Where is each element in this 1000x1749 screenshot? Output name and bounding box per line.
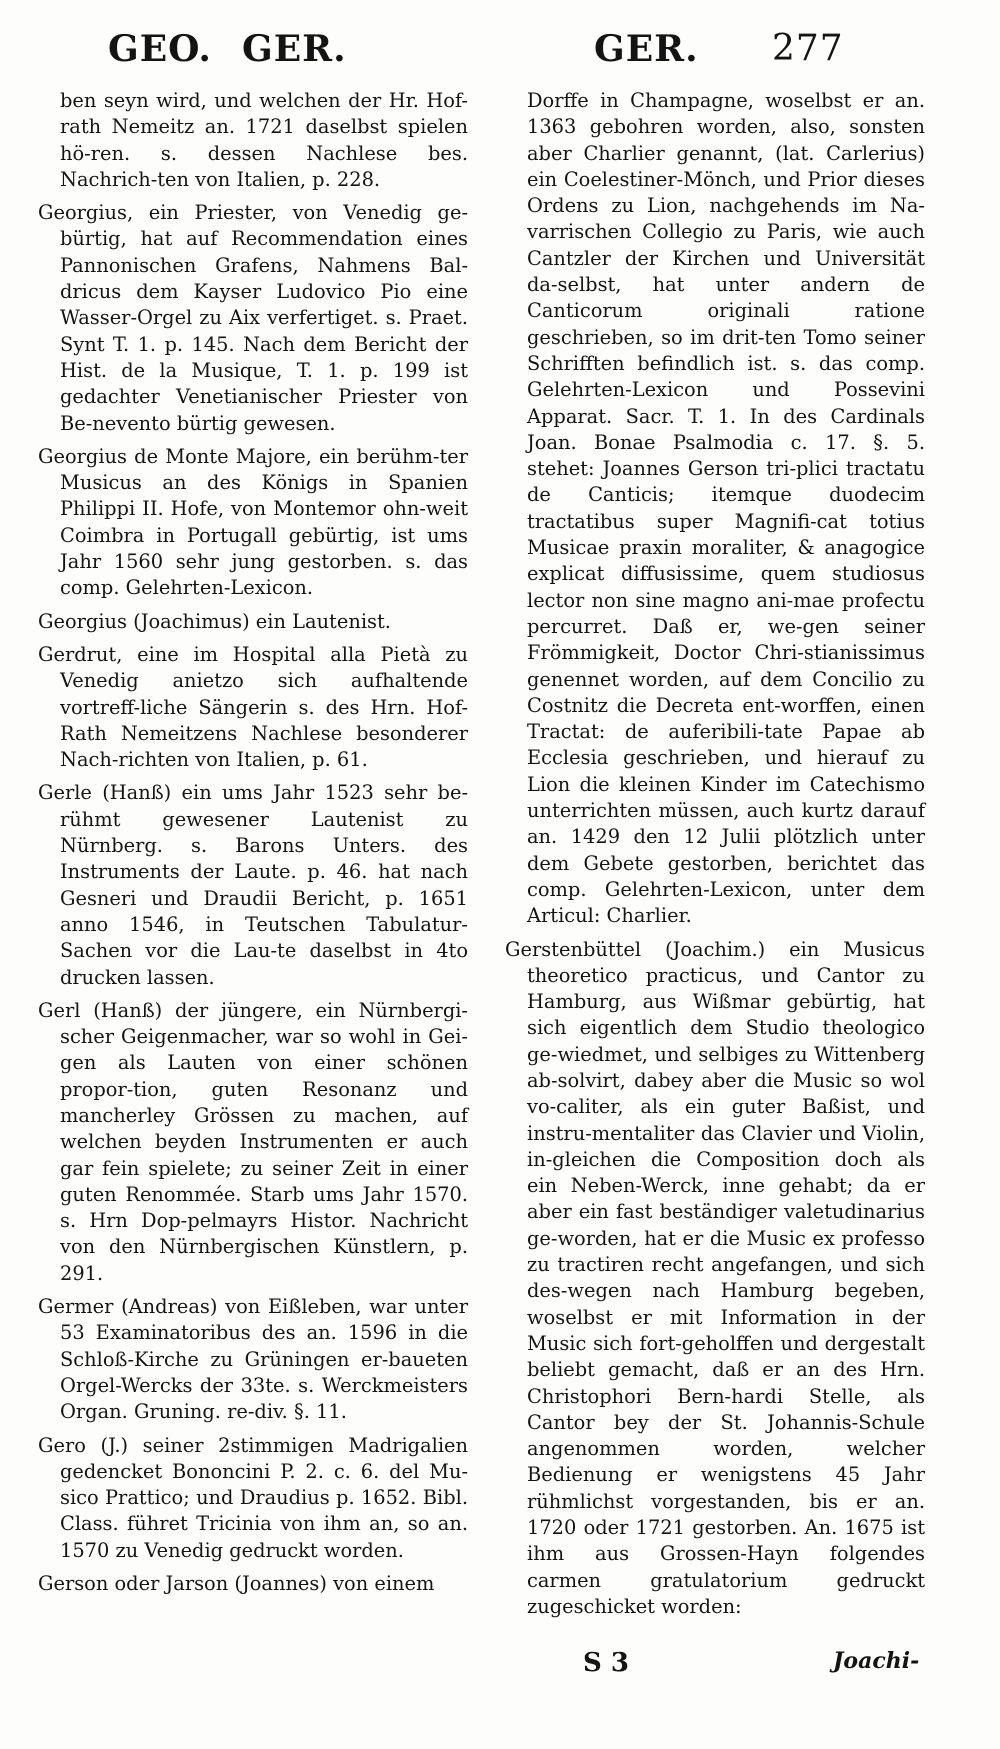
entry-germer: Germer (Andreas) von Eißleben, war unter 53 Examinatoribus des an. 1596 in die Schloß-Kirche zu Grüningen er-baueten Orgel-Wercks der 33te. s. Werckmeisters Organ. Gruning. re-div. §. 11. (38, 1295, 468, 1424)
entry-gerdrut: Gerdrut, eine im Hospital alla Pietà zu Venedig anietzo sich aufhaltende vortreff-liche Sängerin s. des Hrn. Hof-Rath Nemeitzens Nachlese besonderer Nach-richten von Italien, p. 61. (38, 642, 468, 772)
left-heading-2: GER. (242, 28, 347, 70)
entry-gerle: Gerle (Hanß) ein ums Jahr 1523 sehr be-rühmt gewesener Lautenist zu Nürnberg. s. Barons Unters. des Instruments der Laute. p. 46. hat nach Gesneri und Draudii Bericht, p. 1651 anno 1546, in Teutschen Tabulatur-Sachen vor die Lau-te daselbst in 4to drucken lassen. (38, 781, 468, 989)
left-column (38, 88, 468, 1597)
catchword: Joachi- (833, 1648, 920, 1674)
entry-gerl: Gerl (Hanß) der jüngere, ein Nürnbergi-scher Geigenmacher, war so wohl in Gei-gen als Lauten von einer schönen propor-tion, guten Resonanz und mancherley Grössen zu machen, auf welchen beyden Instrumenten er auch gar fein spielete; zu seiner Zeit in einer guten Renommée. Starb ums Jahr 1570. s. Hrn Dop-pelmayrs Histor. Nachricht von den Nürnbergischen Künstlern, p. 291. (38, 998, 468, 1285)
entry-georgius: Georgius, ein Priester, von Venedig ge-bürtig, hat auf Recommendation eines Pannonischen Grafens, Nahmens Bal-dricus dem Kayser Ludovico Pio eine Wasser-Orgel zu Aix verfertiget. s. Praet. Synt T. 1. p. 145. Nach dem Bericht der Hist. de la Musique, T. 1. p. 199 ist gedachter Venetianischer Priester von Be-nevento bürtig gewesen. (38, 201, 468, 435)
entry-georgius-de-monte-majore: Georgius de Monte Majore, ein berühm-ter Musicus an des Königs in Spanien Philippi II. Hofe, von Montemor ohn-weit Coimbra in Portugall gebürtig, ist ums Jahr 1560 sehr jung gestorben. s. das comp. Gelehrten-Lexicon. (38, 444, 468, 600)
signature-mark: S 3 (583, 1648, 629, 1678)
continued-entry: ben seyn wird, und welchen der Hr. Hof-rath Nemeitz an. 1721 daselbst spielen hö-ren. s. dessen Nachlese bes. Nachrich-ten von Italien, p. 228. (60, 89, 468, 191)
continued-entry-gerson: Dorffe in Champagne, woselbst er an. 1363 gebohren worden, also, sonsten aber Charlier genannt, (lat. Carlerius) ein Coelestiner-Mönch, und Prior dieses Ordens zu Lion, nachgehends im Na-varrischen Collegio zu Paris, wie auch Cantzler der Kirchen und Universität da-selbst, hat unter andern de Canticorum originali ratione geschrieben, so im drit-ten Tomo seiner Schrifften befindlich ist. s. das comp. Gelehrten-Lexicon und Possevini Apparat. Sacr. T. 1. In des Cardinals Joan. Bonae Psalmodia c. 17. §. 5. stehet: Joannes Gerson tri-plici tractatu de Canticis; itemque duodecim tractatibus super Magnifi-cat totius Musicae praxin moraliter, & anagogice explicat diffusissime, quem studiosus lector non sine magno ani-mae profectu percurret. Daß er, we-gen seiner Frömmigkeit, Doctor Chri-stianissimus genennet worden, auf dem Concilio zu Costnitz die Decreta ent-worffen, einen Tractat: de auferibili-tate Papae ab Ecclesia geschrieben, und hierauf zu Lion die kleinen Kinder im Catechismo unterrichten müssen, auch kurtz darauf an. 1429 den 12 Julii plötzlich unter dem Gebete gestorben, berichtet das comp. Gelehrten-Lexicon, unter dem Articul: Charlier. (527, 89, 925, 928)
running-header (0, 28, 1000, 88)
page-number: 277 (772, 28, 844, 69)
right-column (505, 88, 925, 1620)
page-footer (0, 1648, 1000, 1698)
entry-gero: Gero (J.) seiner 2stimmigen Madrigalien gedencket Bononcini P. 2. c. 6. del Mu-sico Prattico; und Draudius p. 1652. Bibl. Class. führet Tricinia von ihm an, so an. 1570 zu Venedig gedruckt worden. (38, 1433, 468, 1562)
left-heading-1: GEO. (108, 28, 212, 70)
right-heading: GER. (594, 28, 699, 70)
entry-gerstenbuettel: Gerstenbüttel (Joachim.) ein Musicus theoretico practicus, und Cantor zu Hamburg, aus Wißmar gebürtig, hat sich eigentlich dem Studio theologico ge-wiedmet, und selbiges zu Wittenberg ab-solvirt, dabey aber die Music so wol vo-caliter, als ein guter Baßist, und instru-mentaliter das Clavier und Violin, in-gleichen die Composition doch als ein Neben-Werck, inne gehabt; da er aber ein fast beständiger valetudinarius ge-worden, hat er die Music ex professo zu tractiren recht angefangen, und sich des-wegen nach Hamburg begeben, woselbst er mit Information in der Music sich fort-geholffen und dergestalt beliebt gemacht, daß er an des Hrn. Christophori Bern-hardi Stelle, als Cantor bey der St. Johannis-Schule angenommen worden, welcher Bedienung er wenigstens 45 Jahr rühmlichst vorgestanden, bis er an. 1720 oder 1721 gestorben. An. 1675 ist ihm aus Grossen-Hayn folgendes carmen gratulatorium gedruckt zugeschicket worden: (505, 937, 925, 1618)
entry-georgius-joachimus: Georgius (Joachimus) ein Lautenist. (38, 609, 391, 633)
entry-gerson: Gerson oder Jarson (Joannes) von einem (38, 1572, 435, 1596)
